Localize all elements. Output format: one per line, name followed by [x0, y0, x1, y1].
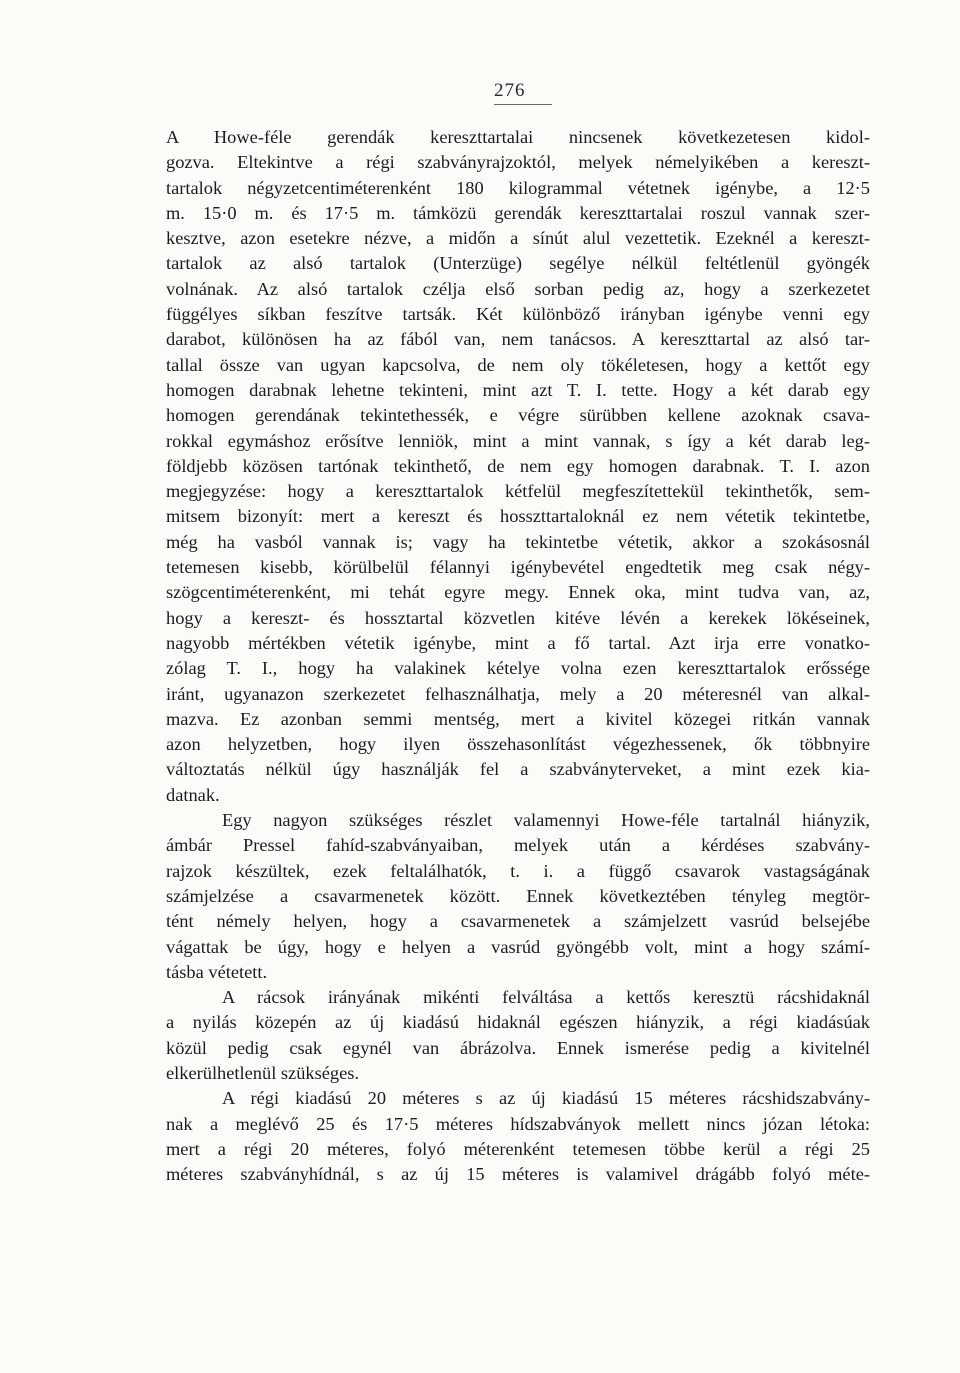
paragraph-start-line: A régi kiadású 20 méteres s az új kiadású 15 méteres rácshidszabvány-: [222, 1088, 870, 1109]
text-line: mazva. Ez azonban semmi mentség, mert a kivitel közegei ritkán vannak: [166, 708, 870, 729]
text-line: tént némely helyen, hogy a csavarmenetek a számjelzett vasrúd belsejébe: [166, 911, 870, 932]
text-line: méteres szabványhídnál, s az új 15 méteres is valamivel drágább folyó méte-: [166, 1164, 870, 1185]
text-line: függélyes síkban feszítve tartsák. Két különböző irányban igénybe venni egy: [166, 304, 870, 325]
text-line: nak a meglévő 25 és 17·5 méteres hídszabványok mellett nincs józan létoka:: [166, 1113, 870, 1134]
text-line: homogen darabnak lehetne tekinteni, mint azt T. I. tette. Hogy a két darab egy: [166, 379, 870, 400]
text-line: volnának. Az alsó tartalok czélja első sorban pedig az, hogy a szerkezetet: [166, 278, 870, 299]
text-line: kesztve, azon esetekre nézve, a midőn a sínút alul vezettetik. Ezeknél a kereszt-: [166, 228, 870, 249]
text-line: tallal össze van ugyan kapcsolva, de nem oly tökéletesen, hogy a kettőt egy: [166, 354, 870, 375]
text-line: szögcentiméterenként, mi tehát egyre megy. Ennek oka, mint tudva van, az,: [166, 582, 870, 603]
paragraph-start-line: A rácsok irányának mikénti felváltása a kettős keresztü rácshidaknál: [222, 987, 870, 1008]
text-line: azon helyzetben, hogy ilyen összehasonlítást végezhessenek, ők többnyire: [166, 734, 870, 755]
text-line: számjelzése a csavarmenetek között. Ennek következtében tényleg megtör-: [166, 885, 870, 906]
text-line: A Howe-féle gerendák kereszttartalai nincsenek következetesen kidol-: [166, 127, 870, 147]
text-line: vágattak be úgy, hogy e helyen a vasrúd gyöngébb volt, mint a hogy számí-: [166, 936, 870, 957]
text-line: megjegyzése: hogy a kereszttartalok kétfelül megfeszítettekül tekinthetők, sem-: [166, 481, 870, 502]
page-number-rule: [494, 104, 552, 105]
text-line: közül pedig csak egynél van ábrázolva. Ennek ismerése pedig a kivitelnél: [166, 1037, 870, 1058]
text-line: még ha vasból vannak is; vagy ha tekintetbe vétetik, akkor a szokásosnál: [166, 531, 870, 552]
paragraph-end-line: datnak.: [166, 784, 220, 805]
body-text: [166, 125, 870, 1187]
text-line: darabot, különösen ha az fából van, nem tanácsos. A kereszttartal az alsó tar-: [166, 329, 870, 350]
page-number: 276: [494, 80, 526, 101]
paragraph-end-line: elkerülhetlenül szükséges.: [166, 1062, 360, 1083]
text-line: homogen gerendának tekintethessék, e végre sürübben kellene azoknak csava-: [166, 405, 870, 426]
text-line: rajzok készültek, ezek feltalálhatók, t. i. a függő csavarok vastagságának: [166, 860, 870, 881]
text-line: zólag T. I., hogy ha valakinek kételye volna ezen kereszttartalok erőssége: [166, 658, 870, 679]
text-line: gozva. Eltekintve a régi szabványrajzoktól, melyek némelyikében a kereszt-: [166, 152, 870, 173]
paragraph-end-line: tásba vétetett.: [166, 961, 268, 982]
text-line: a nyilás közepén az új kiadású hidaknál egészen hiányzik, a régi kiadásúak: [166, 1012, 870, 1033]
text-line: változtatás nélkül úgy használják fel a szabványterveket, a mint ezek kia-: [166, 759, 870, 780]
text-line: nagyobb mértékben vétetik igénybe, mint a fő tartal. Azt irja erre vonatko-: [166, 632, 870, 653]
text-line: tetemesen kisebb, körülbelül félannyi igénybevétel engedtetik meg csak négy-: [166, 557, 870, 578]
paragraph-start-line: Egy nagyon szükséges részlet valamennyi Howe-féle tartalnál hiányzik,: [222, 810, 870, 831]
text-line: tartalok az alsó tartalok (Unterzüge) segélye nélkül feltétlenül gyöngék: [166, 253, 870, 274]
text-line: iránt, ugyanazon szerkezetet felhasználhatja, mely a 20 méteresnél van alkal-: [166, 683, 870, 704]
text-line: földjebb közösen tartónak tekinthető, de nem egy homogen darabnak. T. I. azon: [166, 455, 870, 476]
text-line: hogy a kereszt- és hossztartal közvetlen kitéve lévén a kerekek lökéseinek,: [166, 607, 870, 628]
text-line: mitsem bizonyít: mert a kereszt és hosszttartaloknál ez nem vétetik tekintetbe,: [166, 506, 870, 527]
text-line: mert a régi 20 méteres, folyó méterenként tetemesen többe kerül a régi 25: [166, 1138, 870, 1159]
text-line: m. 15·0 m. és 17·5 m. támközü gerendák kereszttartalai roszul vannak szer-: [166, 202, 870, 223]
text-line: ámbár Pressel fahíd-szabványaiban, melyek után a kérdéses szabvány-: [166, 835, 870, 856]
text-line: tartalok négyzetcentiméterenként 180 kilogrammal vétetnek igénybe, a 12·5: [166, 177, 870, 198]
text-line: rokkal egymáshoz erősítve lenniök, mint a mint vannak, s így a két darab leg-: [166, 430, 870, 451]
